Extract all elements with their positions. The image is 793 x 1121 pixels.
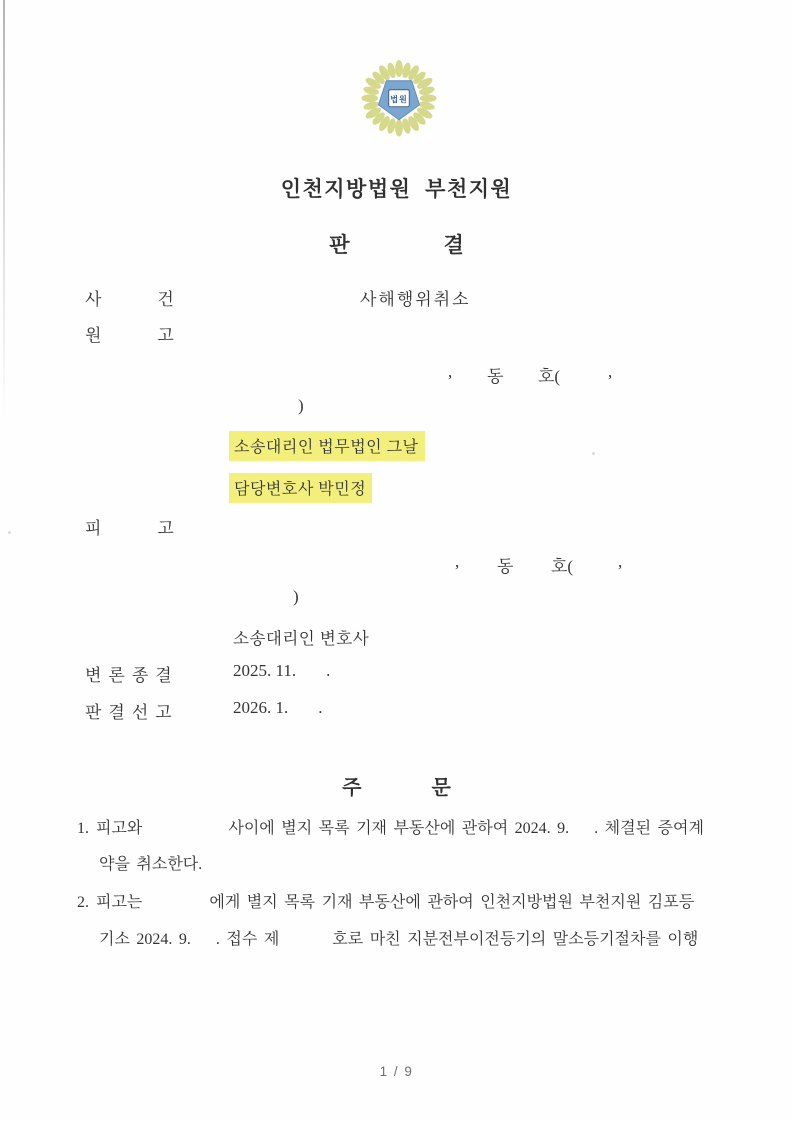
order-item1-continuation: 약을 취소한다. [99, 856, 203, 873]
plaintiff-address-ho: 호( [538, 367, 561, 386]
order-item1-number: 1. [77, 820, 89, 837]
court-emblem [354, 56, 444, 144]
closing-date-day-dot: . [326, 661, 331, 680]
defendant-address-comma2: , [618, 552, 623, 571]
defendant-representative: 소송대리인 변호사 [233, 629, 370, 648]
order-item2-number: 2. [77, 894, 89, 911]
plaintiff-address-comma: , [448, 362, 453, 381]
defendant-row [0, 514, 793, 538]
redacted-blank [142, 832, 228, 833]
closing-date-row [0, 661, 793, 685]
redacted-blank [191, 943, 216, 944]
case-value: 사해행위취소 [360, 290, 471, 309]
court-name: 인천지방법원 부천지원 [280, 177, 513, 201]
doc-title [0, 229, 793, 259]
order-item2-seg2: 에게 별지 목록 기재 부동산에 관하여 인천지방법원 부천지원 김포등 [209, 894, 695, 911]
plaintiff-label: 원고 [85, 326, 230, 345]
redacted-blank [279, 943, 332, 944]
plaintiff-address-close-paren: ) [298, 396, 304, 415]
order-item2-cont-seg1: 기소 2024. 9. [99, 931, 191, 948]
case-row [0, 285, 793, 309]
sentencing-date-text: 2026. 1. [233, 698, 289, 717]
plaintiff-address-line [0, 362, 793, 386]
order-item1-seg3: . 체결된 증여계 [594, 820, 704, 837]
closing-date-value [233, 661, 330, 681]
plaintiff-address-comma2: , [608, 362, 613, 381]
doc-title-char-2: 결 [443, 233, 464, 257]
emblem-label: 법원 [390, 95, 408, 105]
defendant-address-comma: , [455, 552, 460, 571]
order-item2-cont-seg3: 호로 마친 지분전부이전등기의 말소등기절차를 이행 [332, 931, 699, 948]
redacted-blank [142, 906, 209, 907]
plaintiff-row [0, 321, 793, 345]
order-heading [0, 771, 793, 800]
number-gap [89, 832, 96, 833]
order-item2-seg1: 피고는 [96, 894, 143, 911]
plaintiff-representative-highlighted: 소송대리인 법무법인 그날 [229, 431, 425, 461]
order-heading-char-2: 문 [431, 777, 451, 799]
plaintiff-address-dong: 동 [487, 367, 504, 386]
redacted-blank [569, 832, 594, 833]
order-item1-line1 [77, 815, 704, 838]
order-item2-line1 [77, 889, 694, 912]
defendant-address-close-paren: ) [293, 587, 299, 606]
defendant-address-dong: 동 [497, 557, 514, 576]
scan-speck [592, 452, 595, 455]
closing-date-label: 변론종결 [85, 666, 179, 685]
sentencing-date-row [0, 698, 793, 722]
case-label: 사건 [85, 290, 230, 309]
order-heading-char-1: 주 [342, 777, 362, 799]
defendant-address-line [0, 552, 793, 576]
order-item1-line2 [99, 851, 202, 874]
defendant-address-ho: 호( [551, 557, 574, 576]
order-item1-seg1: 피고와 [96, 820, 143, 837]
sentencing-date-label: 판결선고 [85, 703, 179, 722]
sentencing-date-day-dot: . [318, 698, 323, 717]
doc-title-char-1: 판 [329, 233, 350, 257]
court-emblem-graphic [354, 56, 444, 144]
order-item2-cont-seg2: . 접수 제 [215, 931, 280, 948]
defendant-label: 피고 [85, 519, 230, 538]
closing-date-text: 2025. 11. [233, 661, 297, 680]
plaintiff-attorney-highlighted: 담당변호사 박민정 [229, 473, 372, 503]
sentencing-date-value [233, 698, 323, 718]
order-item2-line2 [99, 926, 698, 949]
number-gap [89, 906, 96, 907]
order-item1-seg2: 사이에 별지 목록 기재 부동산에 관하여 2024. 9. [228, 820, 570, 837]
page-number: 1 / 9 [379, 1064, 414, 1079]
